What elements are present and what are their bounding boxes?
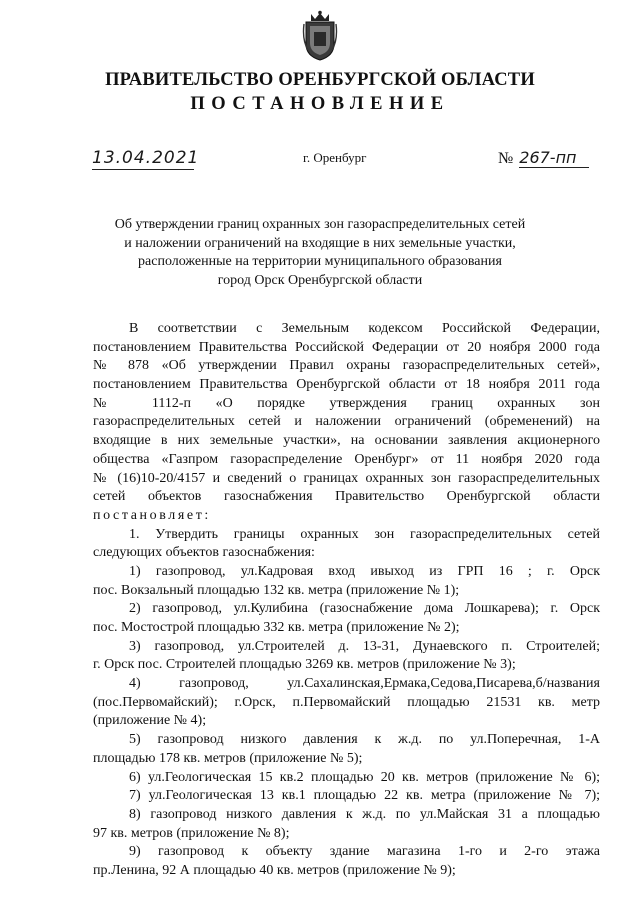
body-line: (приложение № 4); — [93, 713, 207, 729]
body-line: постановлением Правительства Оренбургской области от 18 ноября 2011 года — [93, 377, 600, 393]
body-line: г. Орск пос. Строителей площадью 3269 кв. метров (приложение № 3); — [93, 657, 516, 673]
subject-line: расположенные на территории муниципального образования — [138, 254, 502, 269]
body-line: входящие в них земельные участки», на основании заявления акционерного — [93, 433, 600, 449]
coat-of-arms-emblem — [302, 10, 338, 62]
body-line: следующих объектов газоснабжения: — [93, 545, 315, 561]
body-line: (пос.Первомайский); г.Орск, п.Первомайский площадью 21531 кв. метр — [93, 694, 600, 710]
body-line: сетей объектов газоснабжения Правительство Оренбургской области — [93, 489, 600, 505]
body-line: 3) газопровод, ул.Строителей д. 13-31, Дунаевского п. Строителей; — [129, 638, 600, 654]
body-line: пос. Вокзальный площадью 132 кв. метра (приложение № 1); — [93, 582, 460, 598]
body-line: 2) газопровод, ул.Кулибина (газоснабжение дома Лошкарева); г. Орск — [129, 601, 600, 617]
body-line: постановлением Правительства Российской Федерации от 20 ноября 2000 года — [93, 339, 600, 355]
body-line: № 878 «Об утверждении Правил охраны газораспределительных сетей», — [93, 358, 600, 374]
body-line: площадью 178 кв. метров (приложение № 5); — [93, 750, 363, 766]
subject-line: город Орск Оренбургской области — [217, 272, 423, 288]
body-line: пр.Ленина, 92 А площадью 40 кв. метров (приложение № 9); — [93, 862, 456, 878]
body-line: пос. Мостострой площадью 332 кв. метра (приложение № 2); — [93, 620, 460, 635]
body-line: № (16)10-20/4157 и сведений о границах охранных зон газораспределительных — [93, 470, 600, 486]
body-line: 7) ул.Геологическая 13 кв.1 площадью 22 кв. метра (приложение № 7); — [129, 788, 600, 804]
document-subject — [80, 216, 560, 290]
body-line: 6) ул.Геологическая 15 кв.2 площадью 20 кв. метров (приложение № 6); — [129, 769, 600, 785]
body-line: В соответствии с Земельным кодексом Российской Федерации, — [129, 321, 600, 336]
document-body — [93, 320, 600, 881]
body-line: 8) газопровод низкого давления к ж.д. по ул.Майская 31 а площадью — [129, 806, 600, 822]
subject-line: Об утверждении границ охранных зон газораспределительных сетей — [114, 217, 526, 232]
subject-line: и наложении ограничений на входящие в них земельные участки, — [124, 235, 516, 251]
body-line: общества «Газпром газораспределение Оренбург» от 11 ноября 2020 года — [93, 451, 600, 467]
handwritten-date: 13.04.2021 — [92, 148, 200, 168]
body-line: постановляет: — [93, 507, 211, 523]
government-title: ПРАВИТЕЛЬСТВО ОРЕНБУРГСКОЙ ОБЛАСТИ — [105, 70, 535, 90]
document-number — [498, 148, 589, 168]
body-line: 5) газопровод низкого давления к ж.д. по ул.Поперечная, 1-А — [129, 732, 600, 748]
body-line: 4) газопровод, ул.Сахалинская,Ермака,Седова,Писарева,б/названия — [129, 676, 600, 692]
document-type-title: ПОСТАНОВЛЕНИЕ — [190, 94, 450, 114]
body-line: 9) газопровод к объекту здание магазина 1-го и 2-го этажа — [129, 844, 600, 860]
body-line: 1. Утвердить границы охранных зон газораспределительных сетей — [129, 526, 600, 542]
city-label: г. Оренбург — [303, 150, 367, 165]
handwritten-number: 267-пп — [519, 148, 589, 168]
body-line: № 1112-п «О порядке утверждения границ охранных зон — [93, 395, 600, 411]
body-line: 97 кв. метров (приложение № 8); — [93, 825, 290, 841]
body-line: 1) газопровод, ул.Кадровая вход ивыход из ГРП 16 ; г. Орск — [129, 563, 600, 579]
body-line: газораспределительных сетей и наложении ограничений (обременений) на — [93, 414, 600, 430]
number-sign: № — [498, 150, 514, 167]
